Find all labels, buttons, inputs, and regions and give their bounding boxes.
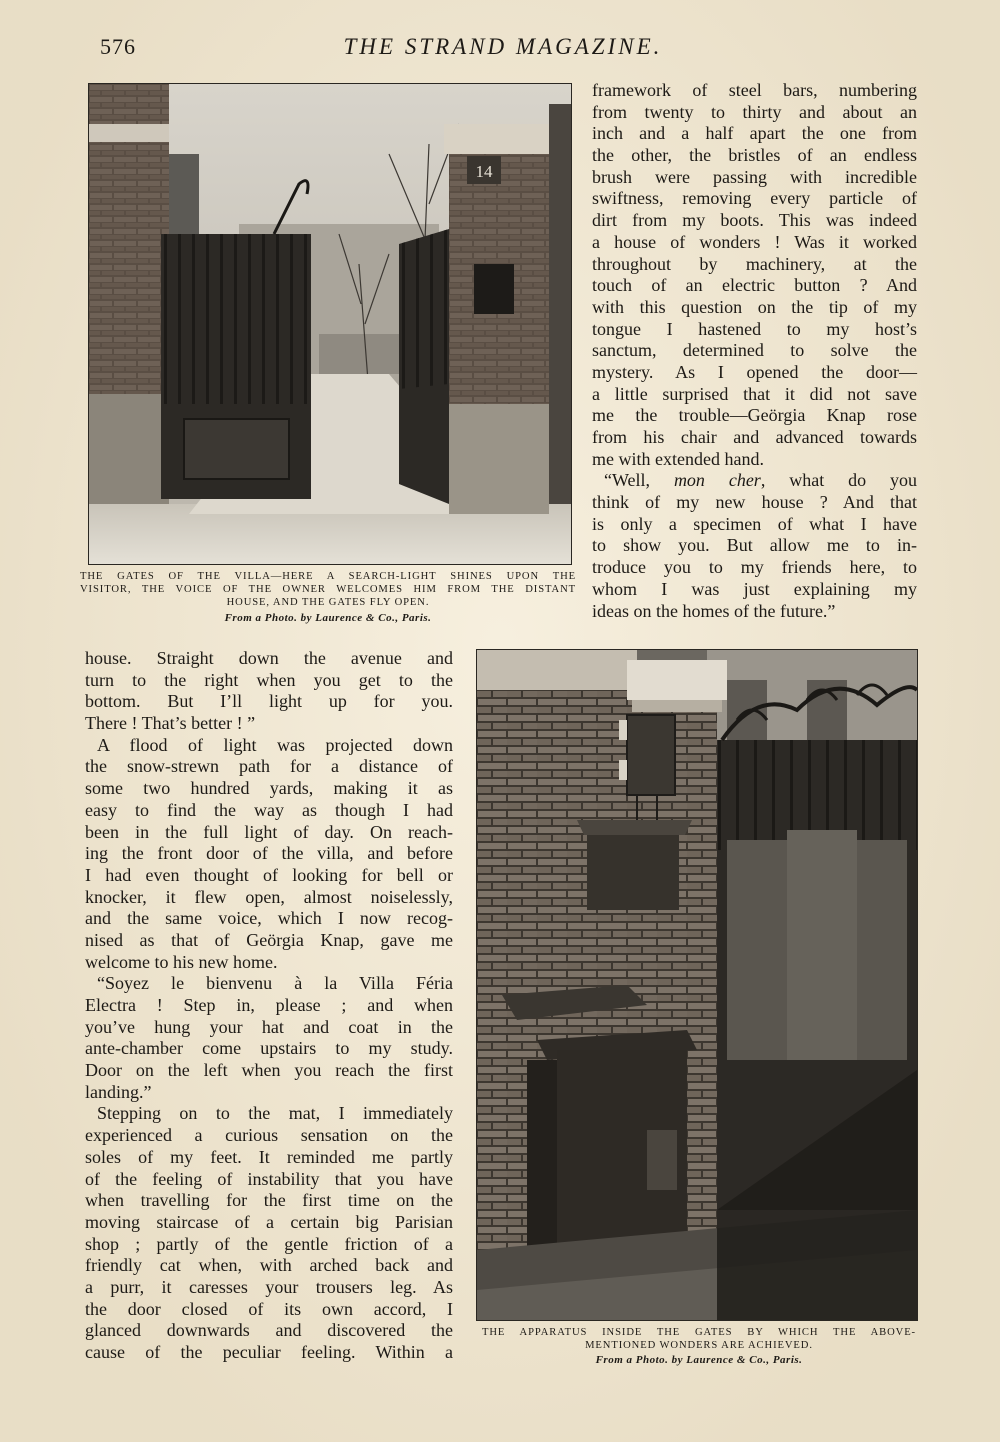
text-line: experienced a curious sensation on the	[85, 1125, 453, 1146]
text-line: knocker, it flew open, almost noiselessly,	[85, 886, 453, 907]
text-line: welcome to his new home.	[85, 951, 278, 972]
text-line: house. Straight down the avenue and	[85, 648, 453, 668]
right-column-text	[592, 80, 917, 622]
text-line: easy to find the way as though I had	[85, 799, 453, 820]
text-line: landing.”	[85, 1081, 152, 1102]
text-line: dirt from my boots. This was indeed	[592, 210, 917, 231]
gates-caption-line: VISITOR, THE VOICE OF THE OWNER WELCOMES HIM FROM THE DISTANT	[80, 584, 576, 595]
apparatus-caption-line: THE APPARATUS INSIDE THE GATES BY WHICH THE ABOVE-	[482, 1327, 916, 1338]
text-line: touch of an electric button ? And	[592, 275, 917, 296]
text-line: think of my new house ? And that	[592, 492, 917, 513]
apparatus-photo-credit: From a Photo. by Laurence & Co., Paris.	[595, 1354, 803, 1366]
text-line: framework of steel bars, numbering	[592, 80, 917, 100]
page-header	[88, 34, 918, 64]
text-line: Electra ! Step in, please ; and when	[85, 995, 453, 1015]
text-line: brush were passing with incredible	[592, 166, 917, 187]
gates-caption-line: HOUSE, AND THE GATES FLY OPEN.	[226, 597, 430, 608]
text-line: moving staircase of a certain big Parisian	[85, 1211, 453, 1232]
text-line: with this question on the tip of my	[592, 296, 917, 317]
text-line: ante-chamber come upstairs to my study.	[85, 1038, 453, 1059]
text-line: nised as that of Geörgia Knap, gave me	[85, 929, 453, 950]
gates-photo	[88, 83, 572, 565]
apparatus-caption-line: MENTIONED WONDERS ARE ACHIEVED.	[585, 1340, 813, 1351]
text-line: of the feeling of instability that you have	[85, 1168, 453, 1189]
text-line: friendly cat when, with arched back and	[85, 1255, 453, 1276]
text-line: the other, the bristles of an endless	[592, 145, 917, 166]
text-line: There ! That’s better ! ”	[85, 713, 256, 734]
text-line: “Well, mon cher, what do you	[604, 470, 918, 491]
apparatus-photo	[476, 649, 918, 1321]
text-line: sanctum, determined to solve the	[592, 340, 917, 361]
text-line: the door closed of its own accord, I	[85, 1298, 453, 1319]
text-line: Stepping on to the mat, I immediately	[97, 1103, 453, 1124]
text-line: some two hundred yards, making it as	[85, 778, 453, 799]
text-line: soles of my feet. It reminded me partly	[85, 1146, 453, 1167]
text-line: ideas on the homes of the future.”	[592, 600, 836, 621]
gates-photo-credit: From a Photo. by Laurence & Co., Paris.	[224, 612, 432, 624]
text-line: inch and a half apart the one from	[592, 123, 917, 144]
text-line: a little surprised that it did not save	[592, 383, 917, 404]
text-line: tongue I hastened to my host’s	[592, 318, 917, 339]
text-line: throughout by machinery, at the	[592, 253, 917, 274]
gates-photo-illustration	[89, 84, 571, 564]
text-line: ing the front door of the villa, and before	[85, 843, 453, 864]
text-line: from his chair and advanced towards	[592, 427, 917, 447]
gates-caption-line: THE GATES OF THE VILLA—HERE A SEARCH-LIGHT SHINES UPON THE	[80, 571, 576, 582]
text-line: whom I was just explaining my	[592, 578, 917, 599]
text-line: A flood of light was projected down	[97, 734, 453, 755]
text-line: mystery. As I opened the door—	[592, 361, 917, 382]
text-line: been in the full light of day. On reach-	[85, 821, 453, 842]
running-head: THE STRAND MAGAZINE.	[343, 34, 663, 59]
gates-caption	[80, 570, 576, 609]
text-line: me the trouble—Geörgia Knap rose	[592, 405, 917, 426]
text-line: troduce you to my friends here, to	[592, 557, 917, 578]
text-line: turn to the right when you get to the	[85, 669, 453, 690]
text-line: “Soyez le bienvenu à la Villa Féria	[97, 973, 453, 994]
text-line: to show you. But allow me to in-	[592, 535, 917, 556]
text-line: I had even thought of looking for bell or	[85, 864, 453, 885]
text-line: you’ve hung your hat and coat in the	[85, 1016, 453, 1037]
apparatus-caption	[482, 1326, 916, 1352]
page-number: 576	[100, 34, 136, 59]
text-line: and the same voice, which I now recog-	[85, 908, 453, 929]
text-line: a purr, it caresses your trousers leg. As	[85, 1276, 453, 1297]
text-line: is only a specimen of what I have	[592, 513, 917, 534]
text-line: a house of wonders ! Was it worked	[592, 231, 917, 252]
text-line: cause of the peculiar feeling. Within a	[85, 1342, 453, 1362]
apparatus-photo-illustration	[477, 650, 917, 1320]
text-line: from twenty to thirty and about an	[592, 101, 917, 122]
text-line: bottom. But I’ll light up for you.	[85, 691, 453, 712]
text-line: shop ; partly of the gentle friction of a	[85, 1233, 453, 1254]
left-column-text	[85, 648, 453, 1364]
gate-number-sign: 14	[475, 162, 493, 181]
text-line: when travelling for the first time on the	[85, 1190, 453, 1211]
text-line: glanced downwards and discovered the	[85, 1320, 453, 1341]
text-line: the snow-strewn path for a distance of	[85, 756, 453, 777]
text-line: swiftness, removing every particle of	[592, 188, 917, 209]
text-line: me with extended hand.	[592, 448, 764, 469]
text-line: Door on the left when you reach the first	[85, 1060, 453, 1081]
